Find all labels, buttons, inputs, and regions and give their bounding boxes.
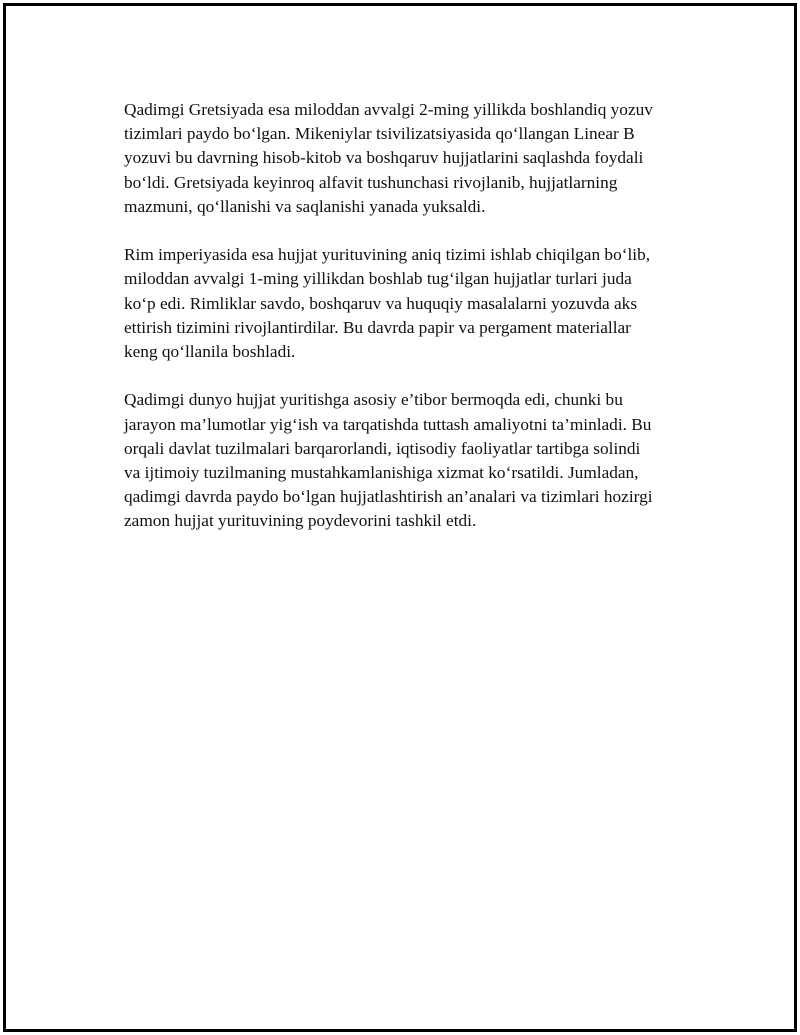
- document-body: [124, 98, 704, 558]
- paragraph-ancient-world: Qadimgi dunyo hujjat yuritishga asosiy e’tibor bermoqda edi, chunki bu jarayon ma’lumotlar yig‘ish va tarqatishda tuttash amaliyotni ta’minladi. Bu orqali davlat tuzilmalari barqarorlandi, iqtisodiy faoliyatlar tartibga solindi va ijtimoiy tuzilmaning mustahkamlanishiga xizmat ko‘rsatildi. Jumladan, qadimgi davrda paydo bo‘lgan hujjatlashtirish an’analari va tizimlari hozirgi zamon hujjat yurituvining poydevorini tashkil etdi.: [124, 390, 653, 531]
- paragraph-rome: Rim imperiyasida esa hujjat yurituvining aniq tizimi ishlab chiqilgan bo‘lib, miloddan avvalgi 1-ming yillikdan boshlab tug‘ilgan hujjatlar turlari juda ko‘p edi. Rimliklar savdo, boshqaruv va huquqiy masalalarni yozuvda aks ettirish tizimini rivojlantirdilar. Bu davrda papir va pergament materiallar keng qo‘llanila boshladi.: [124, 245, 651, 362]
- paragraph-greece: Qadimgi Gretsiyada esa miloddan avvalgi 2-ming yillikda boshlandiq yozuv tizimlari paydo bo‘lgan. Mikeniylar tsivilizatsiyasida qo‘llangan Linear B yozuvi bu davrning hisob-kitob va boshqaruv hujjatlarini saqlashda foydali bo‘ldi. Gretsiyada keyinroq alfavit tushunchasi rivojlanib, hujjatlarning mazmuni, qo‘llanishi va saqlanishi yanada yuksaldi.: [124, 100, 653, 216]
- page-frame: [3, 3, 797, 1032]
